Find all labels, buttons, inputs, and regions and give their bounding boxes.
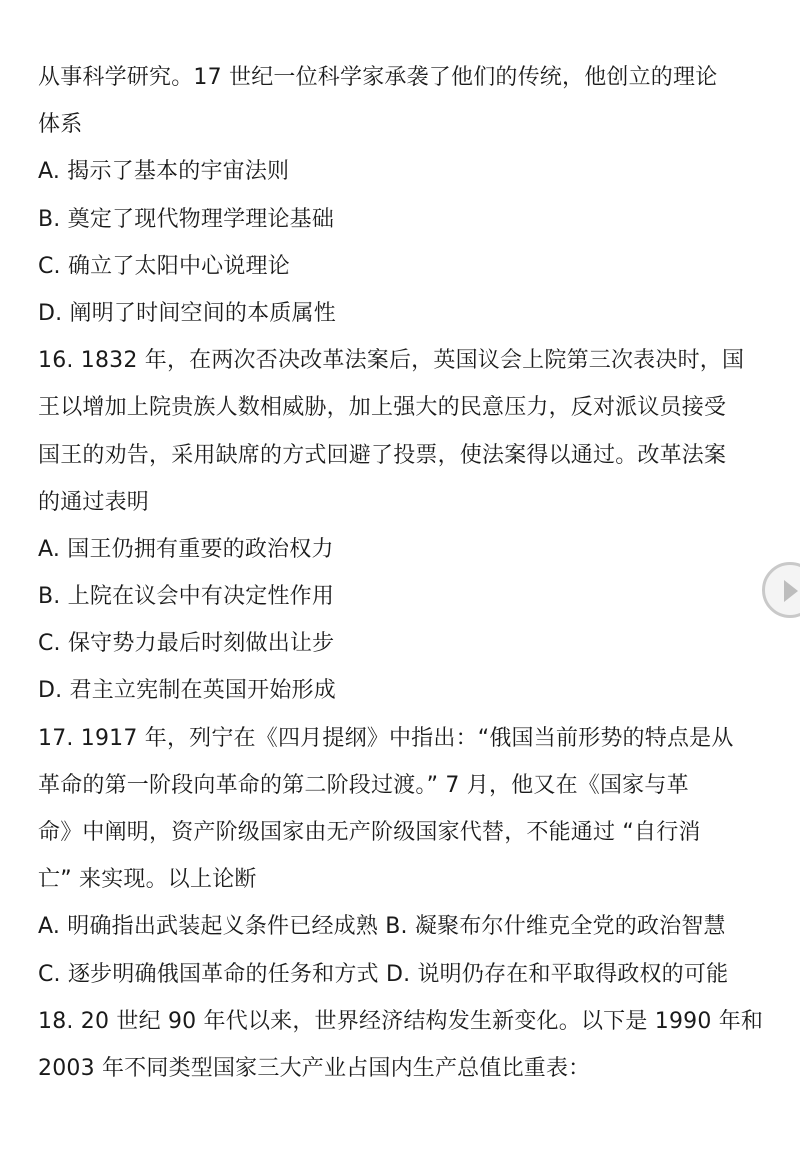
option-d: D. 君主立宪制在英国开始形成	[38, 678, 336, 704]
text-line: 命》中阐明，资产阶级国家由无产阶级国家代替，不能通过 “自行消	[38, 820, 701, 845]
text-line: 2003 年不同类型国家三大产业占国内生产总值比重表：	[38, 1055, 591, 1081]
document-body	[38, 54, 764, 1092]
options-c-d: C. 逐步明确俄国革命的任务和方式 D. 说明仍存在和平取得政权的可能	[38, 961, 729, 987]
option-a: A. 揭示了基本的宇宙法则	[38, 159, 290, 185]
text-line: 体系	[38, 112, 83, 138]
text-line: 从事科学研究。17 世纪一位科学家承袭了他们的传统，他创立的理论	[38, 65, 718, 90]
play-triangle-icon	[783, 579, 799, 603]
question-16: 16. 1832 年，在两次否决改革法案后，英国议会上院第三次表决时，国	[38, 348, 745, 374]
question-17: 17. 1917 年，列宁在《四月提纲》中指出：“俄国当前形势的特点是从	[38, 725, 734, 751]
option-b: B. 上院在议会中有决定性作用	[38, 584, 335, 610]
text-line: 的通过表明	[38, 489, 150, 515]
option-d: D. 阐明了时间空间的本质属性	[38, 300, 336, 326]
option-a: A. 国王仍拥有重要的政治权力	[38, 536, 334, 562]
option-c: C. 确立了太阳中心说理论	[38, 253, 290, 279]
text-line: 国王的劝告，采用缺席的方式回避了投票，使法案得以通过。改革法案	[38, 442, 727, 468]
next-page-button[interactable]	[762, 562, 800, 618]
question-18: 18. 20 世纪 90 年代以来，世界经济结构发生新变化。以下是 1990 年和	[38, 1008, 764, 1034]
options-a-b: A. 明确指出武装起义条件已经成熟 B. 凝聚布尔什维克全党的政治智慧	[38, 914, 726, 940]
text-line: 革命的第一阶段向革命的第二阶段过渡。” 7 月，他又在《国家与革	[38, 772, 689, 798]
option-c: C. 保守势力最后时刻做出让步	[38, 631, 335, 657]
option-b: B. 奠定了现代物理学理论基础	[38, 206, 335, 232]
text-line: 王以增加上院贵族人数相威胁，加上强大的民意压力，反对派议员接受	[38, 395, 727, 421]
text-line: 亡” 来实现。以上论断	[38, 867, 257, 893]
